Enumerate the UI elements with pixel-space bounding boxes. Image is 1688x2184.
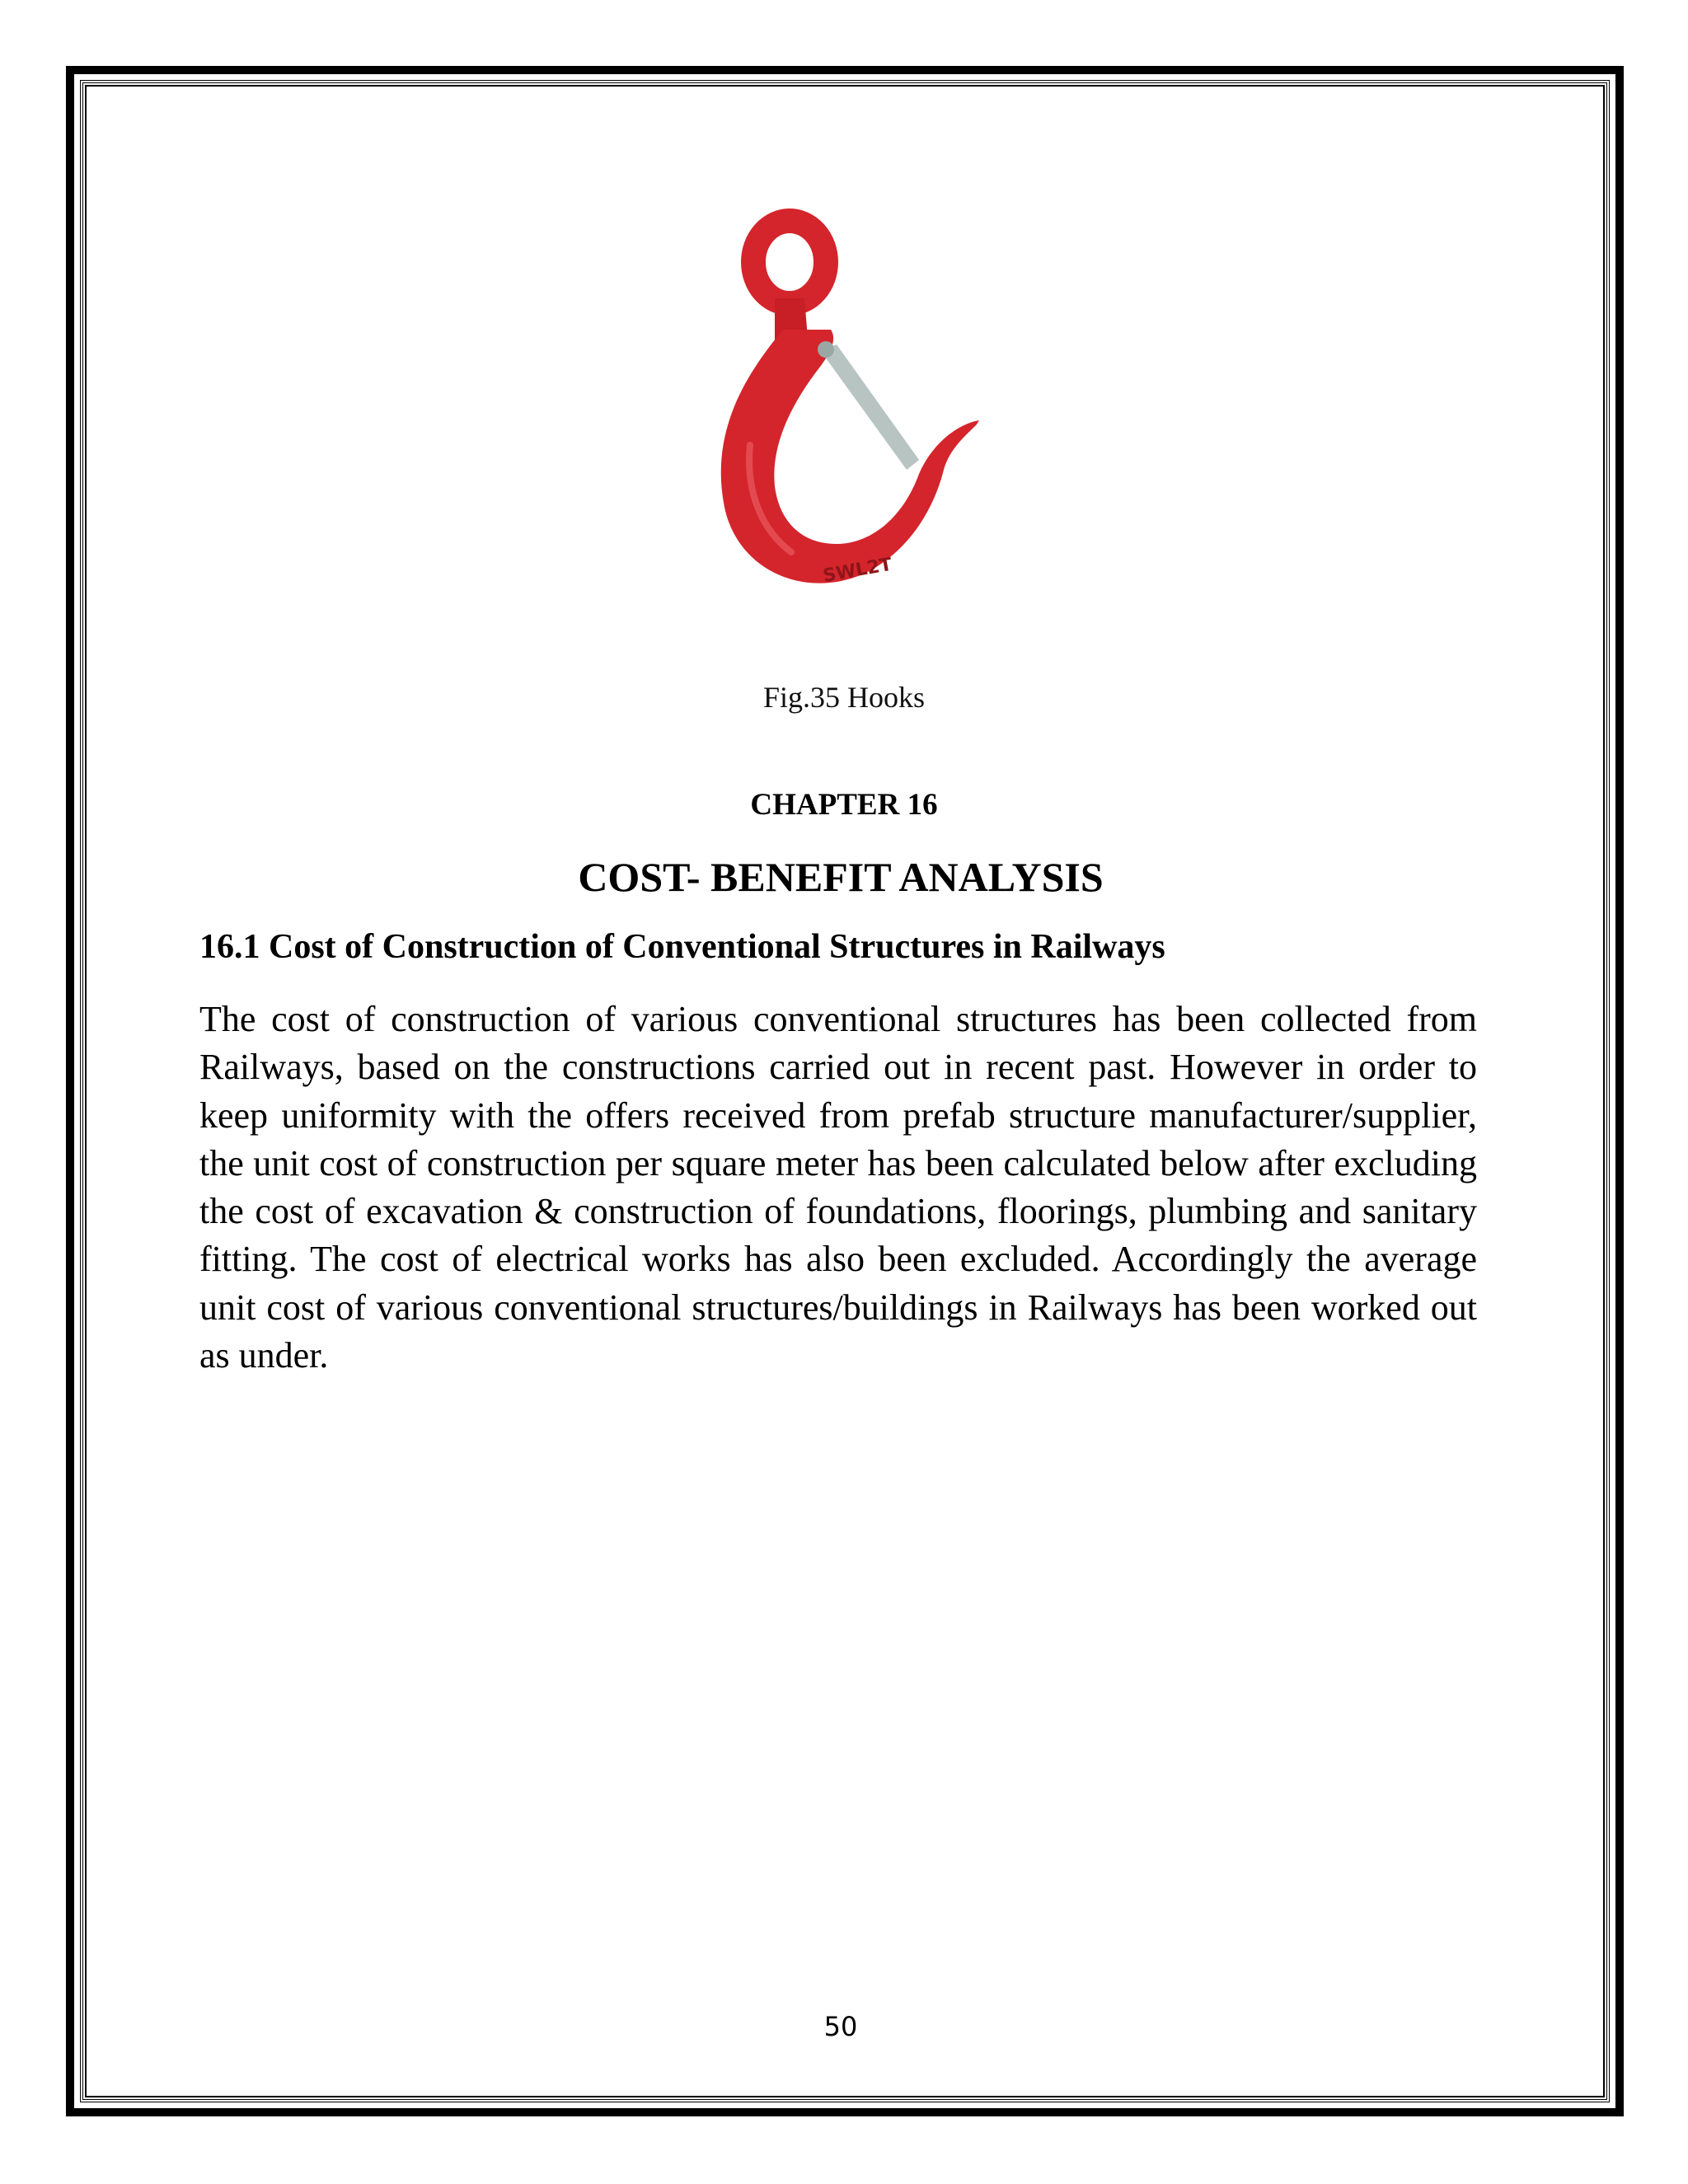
svg-text:SWL2T: SWL2T [821,554,894,587]
lifting-hook-icon [651,198,1080,626]
page-number: 50 [823,2011,858,2042]
section-heading: 16.1 Cost of Construction of Conventional Structures in Railways [199,928,1165,966]
figure-caption: Fig.35 Hooks [762,681,926,714]
chapter-title: COST- BENEFIT ANALYSIS [578,854,1104,900]
body-paragraph: The cost of construction of various conventional structures has been collected from Railways, based on the constructions carried out in recent past. However in order to keep uniformity with the offers received from prefab structure manufacturer/supplier, the unit cost of construction per square meter has been calculated below after excluding the cost of excavation & construction of foundations, floorings, plumbing and sanitary fitting. The cost of electrical works has also been excluded. Accordingly the average unit cost of various conventional structures/buildings in Railways has been worked out as under. [199,999,1477,1376]
chapter-label: CHAPTER 16 [750,788,938,822]
